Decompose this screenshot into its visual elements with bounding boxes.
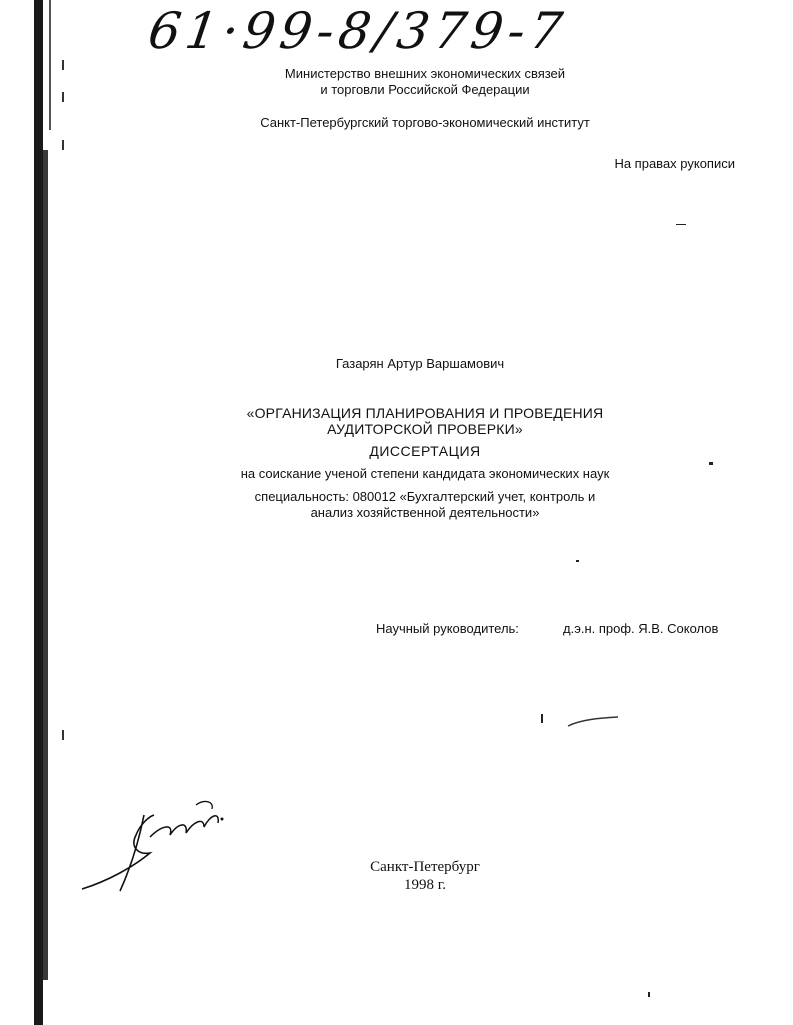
scan-artifact bbox=[576, 560, 579, 562]
ministry-line-1: Министерство внешних экономических связей bbox=[284, 66, 566, 81]
scan-artifact bbox=[541, 714, 543, 723]
supervisor-label: Научный руководитель: bbox=[376, 621, 519, 636]
specialty-line-2: анализ хозяйственной деятельности» bbox=[310, 505, 540, 520]
dissertation-title bbox=[180, 405, 670, 437]
scan-edge-shadow-inner bbox=[43, 150, 48, 980]
ministry-line-2: и торговли Российской Федерации bbox=[320, 82, 530, 97]
title-line-1: «ОРГАНИЗАЦИЯ ПЛАНИРОВАНИЯ И ПРОВЕДЕНИЯ bbox=[246, 405, 604, 421]
scan-artifact bbox=[648, 992, 650, 997]
scan-artifact bbox=[62, 60, 64, 70]
author-name: Газарян Артур Варшамович bbox=[335, 356, 505, 371]
handwritten-signature bbox=[78, 795, 238, 905]
institute-name: Санкт-Петербургский торгово-экономический институт bbox=[260, 115, 590, 130]
title-line-2: АУДИТОРСКОЙ ПРОВЕРКИ» bbox=[327, 421, 523, 437]
archive-number: 61·99-8/379-7 bbox=[144, 2, 571, 60]
place-and-year bbox=[320, 858, 530, 894]
manuscript-rights: На правах рукописи bbox=[614, 156, 735, 171]
document-type: ДИССЕРТАЦИЯ bbox=[369, 443, 481, 459]
city: Санкт-Петербург bbox=[370, 859, 480, 875]
degree-line: на соискание ученой степени кандидата экономических наук bbox=[240, 466, 610, 481]
scan-artifact bbox=[62, 92, 64, 102]
year: 1998 г. bbox=[404, 877, 446, 893]
scan-edge-line bbox=[49, 0, 51, 130]
scan-artifact bbox=[709, 462, 713, 465]
ministry-heading bbox=[240, 66, 610, 98]
specialty-line-1: специальность: 080012 «Бухгалтерский учет, контроль и bbox=[254, 489, 596, 504]
scan-artifact bbox=[62, 730, 64, 740]
scan-artifact bbox=[676, 224, 686, 225]
scan-edge-shadow bbox=[34, 0, 43, 1025]
supervisor-name: д.э.н. проф. Я.В. Соколов bbox=[563, 621, 719, 636]
pen-stroke-mark bbox=[560, 712, 620, 732]
scan-artifact bbox=[62, 140, 64, 150]
specialty bbox=[180, 489, 670, 521]
